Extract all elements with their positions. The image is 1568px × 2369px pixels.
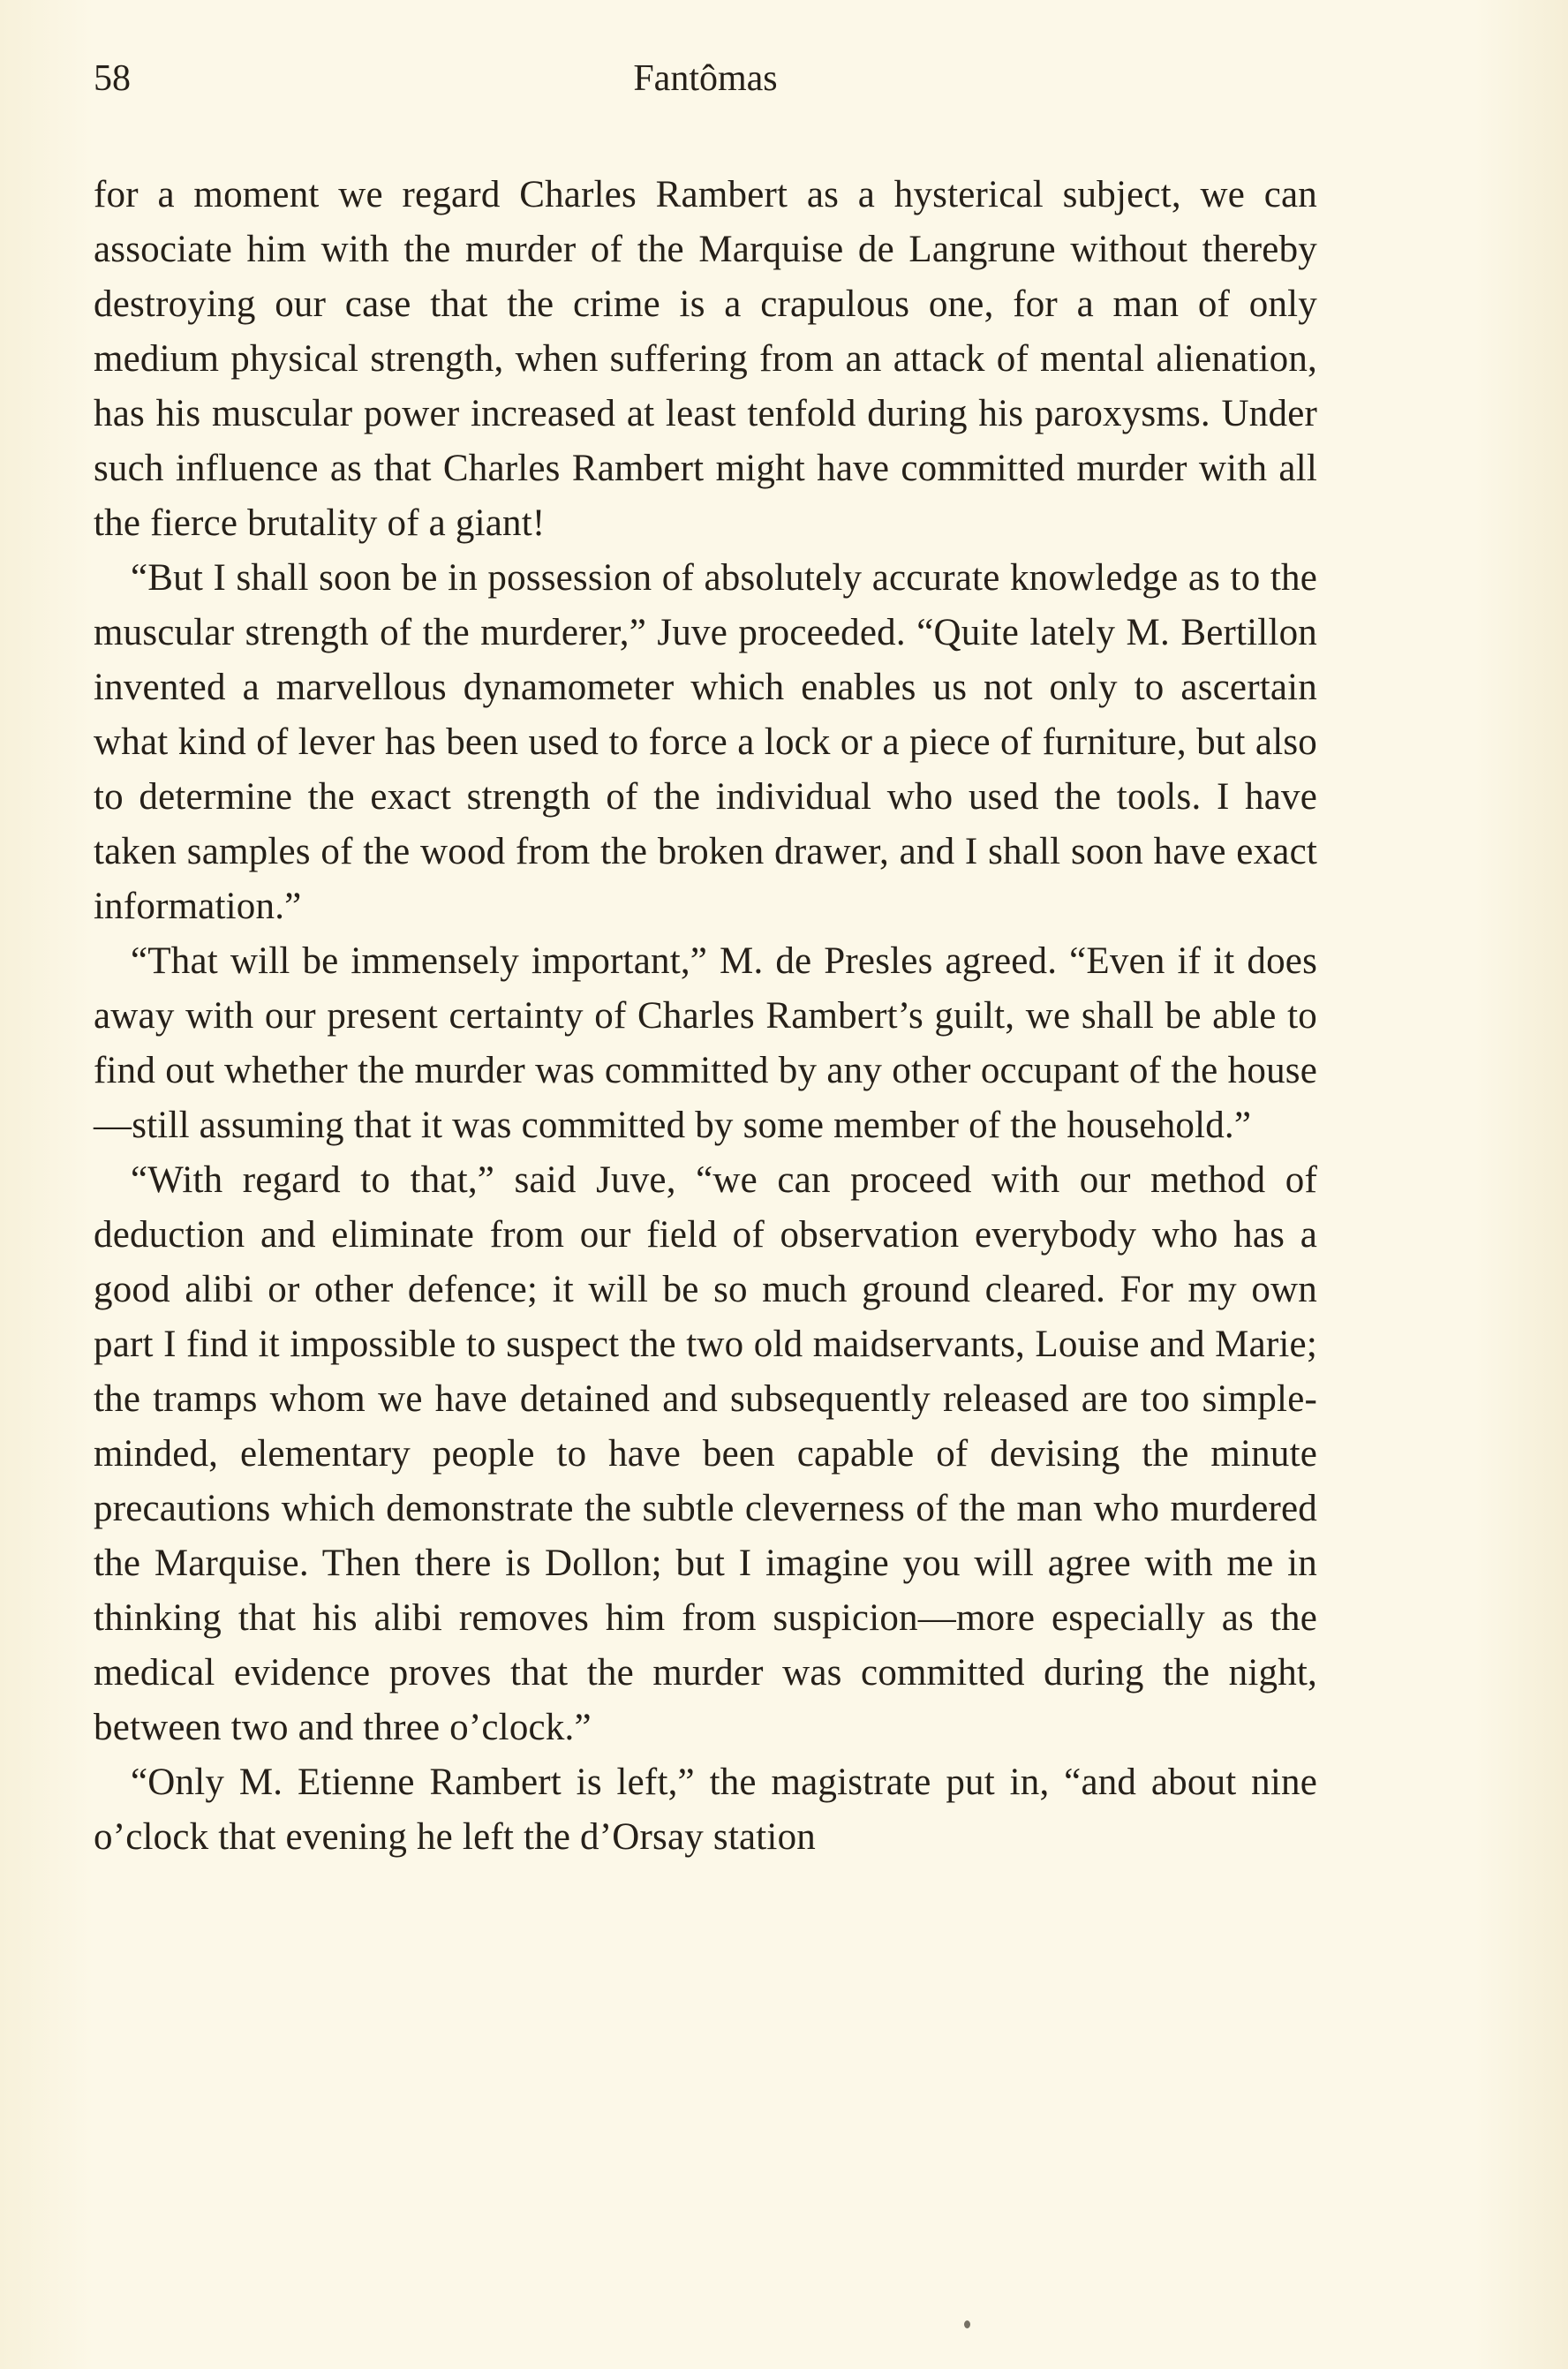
body-text [94,168,1317,1865]
running-header [94,57,1317,101]
running-title: Fantômas [633,58,778,99]
paragraph: “But I shall soon be in possession of absolutely accurate knowledge as to the muscular strength of the murderer,” Juve proceeded. “Quite lately M. Bertillon invented a marvellous dynamometer which enables us not only to ascertain what kind of lever has been used to force a lock or a piece of furniture, but also to determine the exact strength of the individual who used the tools. I have taken samples of the wood from the broken drawer, and I shall soon have exact information.” [94,557,1317,927]
paragraph: for a moment we regard Charles Rambert as a hysterical subject, we can associate him with the murder of the Marquise de Langrune without thereby destroying our case that the crime is a crapulous one, for a man of only medium physical strength, when suffering from an attack of mental alienation, has his muscular power increased at least tenfold during his paroxysms. Under such influence as that Charles Rambert might have committed murder with all the fierce brutality of a giant! [94,174,1317,544]
paragraph: “With regard to that,” said Juve, “we can proceed with our method of deduction and eliminate from our field of observation everybody who has a good alibi or other defence; it will be so much ground cleared. For my own part I find it impossible to suspect the two old maidservants, Louise and Marie; the tramps whom we have detained and subsequently released are too simple-minded, elementary people to have been capable of devising the minute precautions which demonstrate the subtle cleverness of the man who murdered the Marquise. Then there is Dollon; but I imagine you will agree with me in thinking that his alibi removes him from suspicion—more especially as the medical evidence proves that the murder was committed during the night, between two and three o’clock.” [94,1159,1317,1748]
page-text-block [94,57,1317,1865]
paragraph: “Only M. Etienne Rambert is left,” the magistrate put in, “and about nine o’clock that evening he left the d’Orsay station [94,1762,1317,1858]
ink-speck [964,2320,970,2328]
page-number: 58 [94,58,131,99]
paragraph: “That will be immensely important,” M. de Presles agreed. “Even if it does away with our present certainty of Charles Rambert’s guilt, we shall be able to find out whether the murder was committed by any other occupant of the house—still assuming that it was committed by some member of the household.” [94,940,1317,1146]
